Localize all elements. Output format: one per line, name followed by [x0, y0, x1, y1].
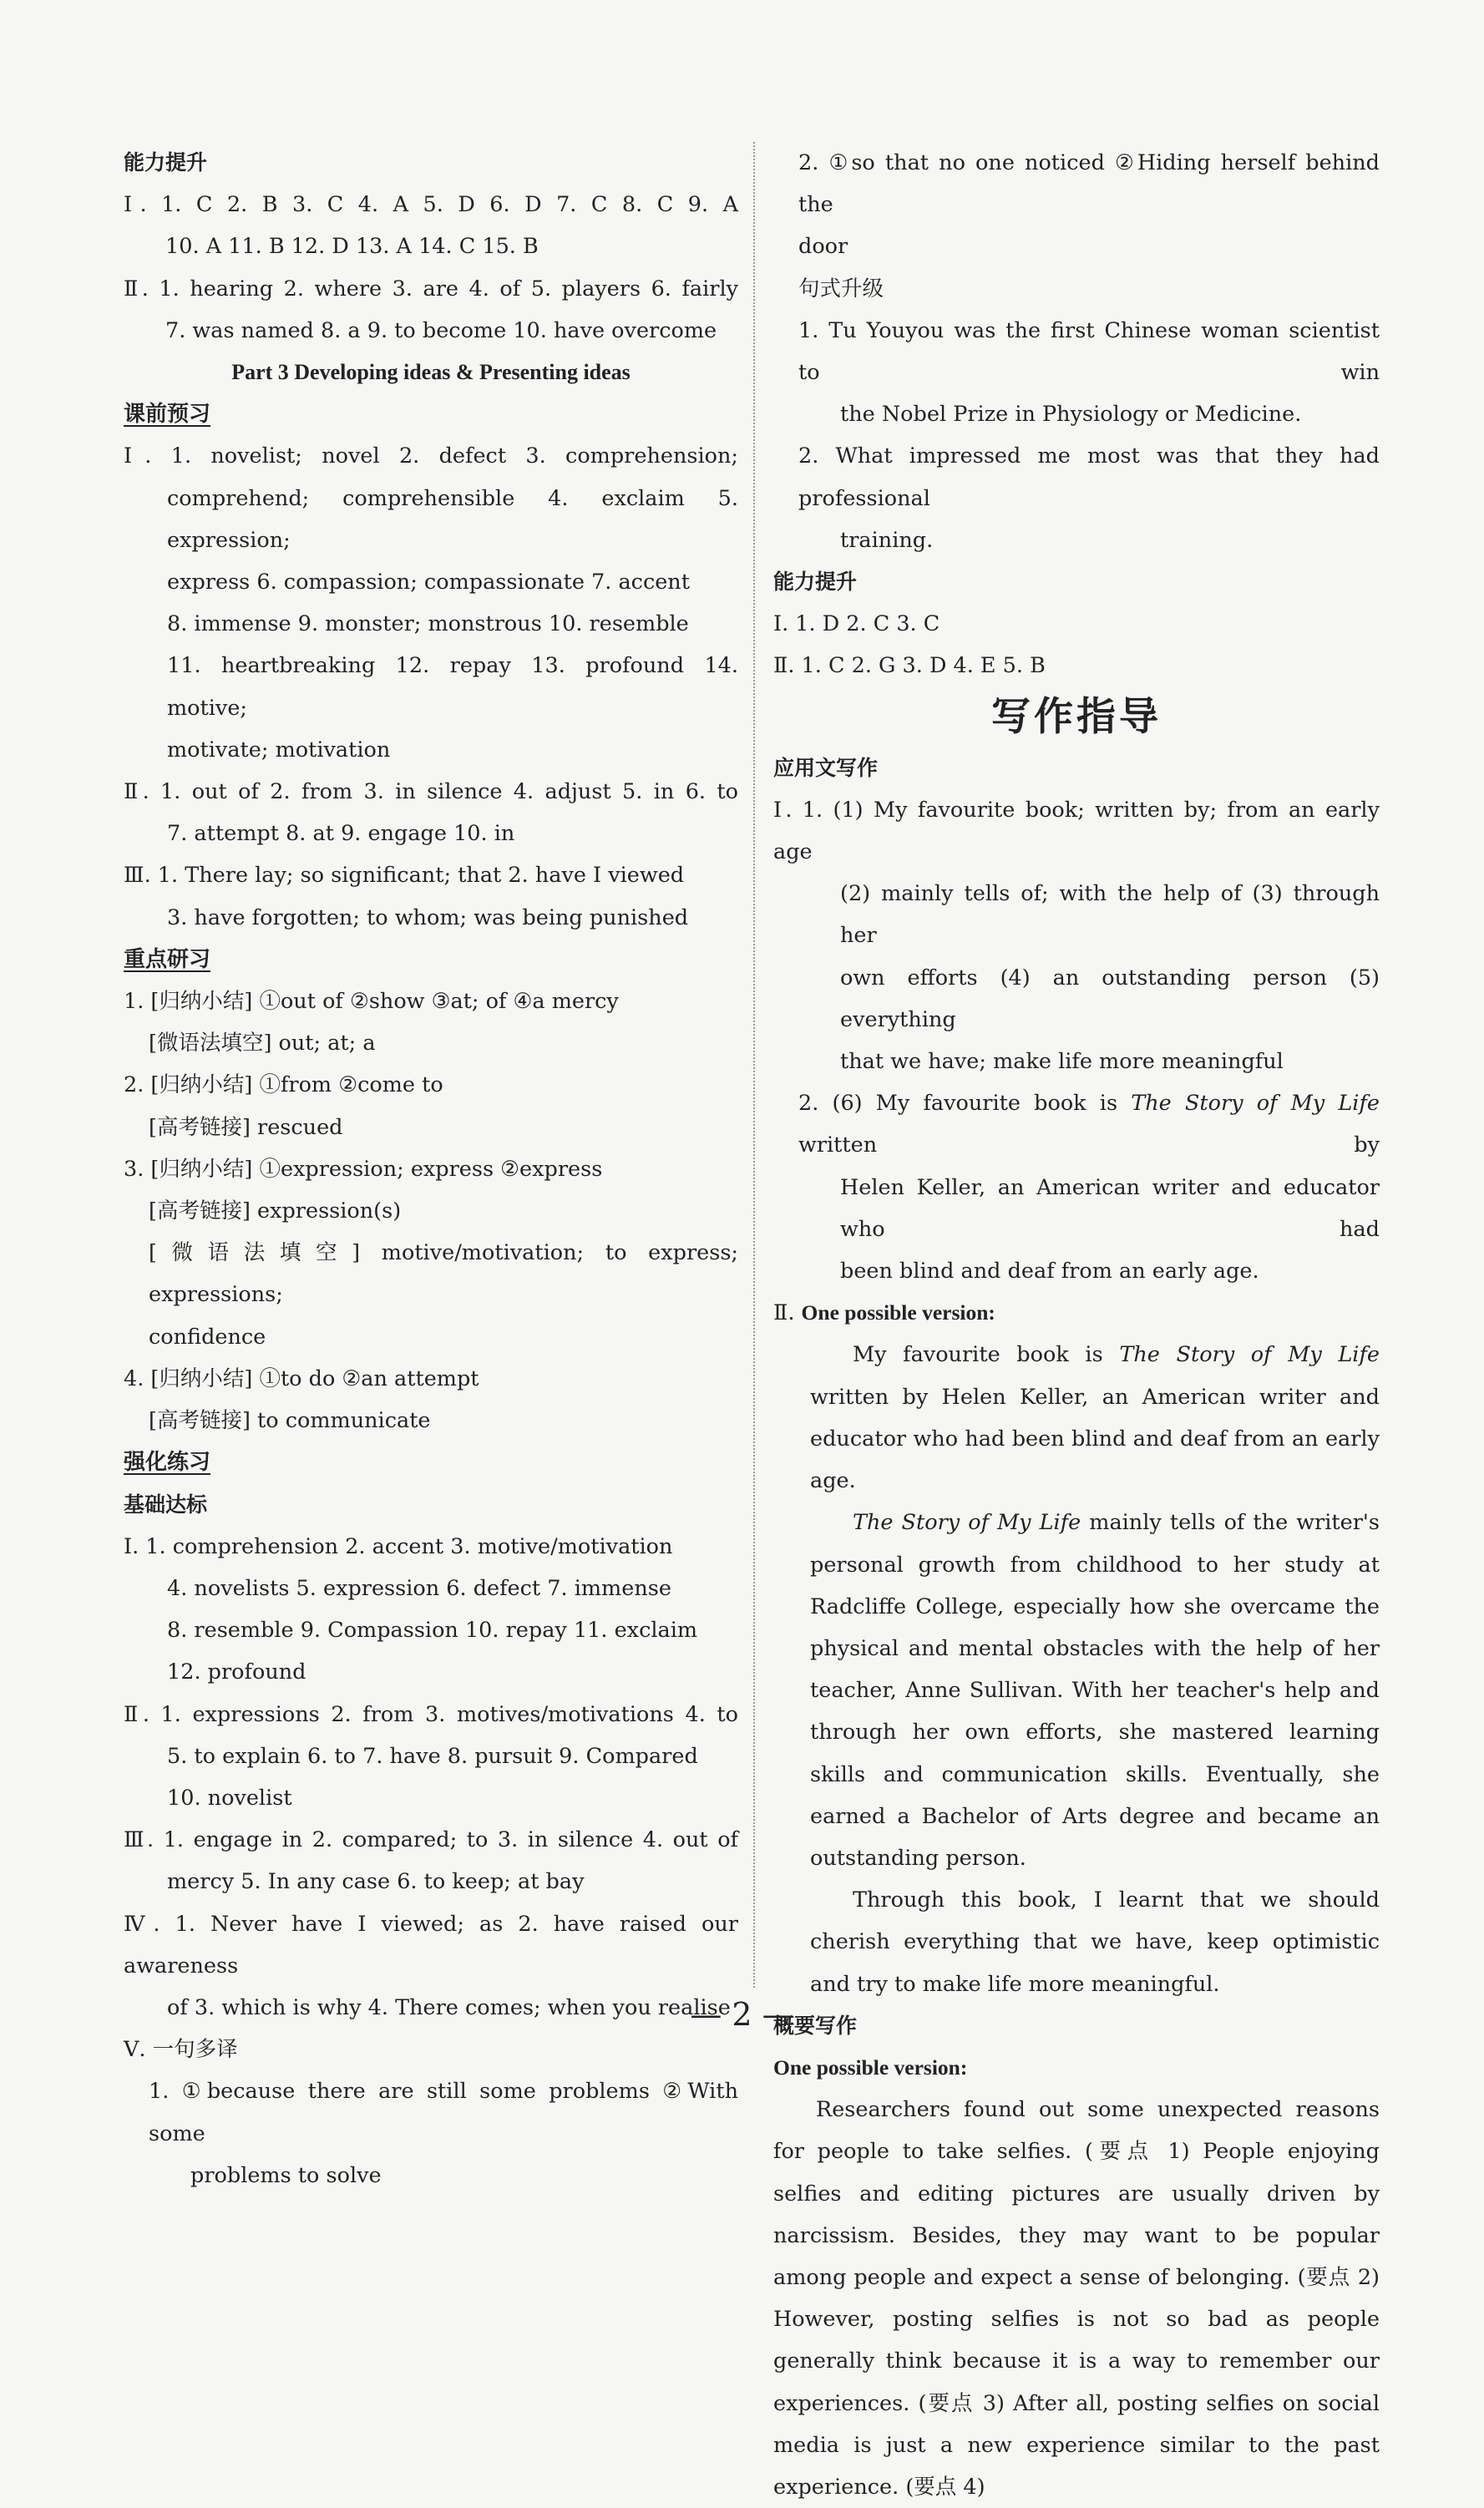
answer-line: 7. was named 8. a 9. to become 10. have overcome — [165, 317, 717, 343]
section-heading: 能力提升 — [773, 570, 858, 595]
answer-line: Ⅱ. 1. out of 2. from 3. in silence 4. adjust 5. in 6. to — [124, 779, 738, 805]
text-run: mainly tells of the writer's personal growth from childhood to her study at Radcliffe College, especially how she overcame the physical and mental obstacles with the help of her teacher, Anne Sullivan. With her teacher's help and through her own efforts, she mastered learning skills and communication skills. Eventually, she earned a Bachelor of Arts degree and became an outstanding person. — [810, 1510, 1380, 1871]
part-title: Part 3 Developing ideas & Presenting ideas — [231, 360, 631, 385]
answer-line: (2) mainly tells of; with the help of (3) through her — [840, 881, 1380, 949]
essay-paragraph — [810, 1502, 1380, 1879]
answer-line: Ⅲ. 1. There lay; so significant; that 2. have I viewed — [124, 863, 685, 889]
answer-line: [微语法填空] motive/motivation; to express; expressions; — [149, 1240, 738, 1308]
answer-line: Ⅴ. 一句多译 — [124, 2037, 238, 2063]
answer-line: [高考链接] to communicate — [149, 1408, 431, 1434]
answer-line: 句式升级 — [798, 276, 884, 301]
page-number: — 2 — — [690, 1996, 794, 2033]
text-run: My favourite book is — [853, 1342, 1120, 1368]
essay-paragraph: Researchers found out some unexpected reasons for people to take selfies. (要点 1) People enjoying selfies and editing pictures are usually driven by narcissism. Besides, they may want to be popular among people and expect a sense of belonging. (要点 2) However, posting selfies is not so bad as people generally think because it is a way to remember our experiences. (要点 3) After all, posting selfies on social media is just a new experience similar to the past experience. (要点 4) — [773, 2097, 1380, 2500]
answer-line: confidence — [149, 1324, 266, 1350]
right-column — [773, 142, 1380, 2508]
section-heading: 概要写作 — [773, 2013, 858, 2038]
answer-line: 10. novelist — [167, 1785, 292, 1811]
left-column — [124, 142, 738, 2196]
answer-line: 11. heartbreaking 12. repay 13. profound 14. motive; — [167, 653, 738, 721]
book-title: The Story of My Life — [1119, 1342, 1380, 1368]
answer-line: 7. attempt 8. at 9. engage 10. in — [167, 821, 515, 847]
column-divider — [753, 142, 755, 1988]
answer-line: 10. A 11. B 12. D 13. A 14. C 15. B — [165, 234, 539, 260]
version-label: One possible version: — [773, 2055, 968, 2080]
answer-line: 2. [归纳小结] ①from ②come to — [124, 1072, 443, 1098]
answer-line: Ⅰ. 1. C 2. B 3. C 4. A 5. D 6. D 7. C 8. C 9. A — [124, 192, 738, 218]
answer-line: problems to solve — [190, 2162, 382, 2188]
section-heading: 能力提升 — [124, 150, 208, 175]
answer-line: 2. What impressed me most was that they had professional — [798, 443, 1380, 511]
essay-paragraph — [810, 1334, 1380, 1502]
summary-essay — [773, 2089, 1380, 2508]
text-run: written by — [798, 1132, 1380, 1158]
section-heading: 重点研习 — [124, 946, 211, 972]
answer-line: [微语法填空] out; at; a — [149, 1031, 376, 1056]
book-title: The Story of My Life — [1131, 1091, 1380, 1117]
answer-line: that we have; make life more meaningful — [840, 1049, 1284, 1075]
answer-line: 3. have forgotten; to whom; was being punished — [167, 904, 689, 930]
answer-line: 8. immense 9. monster; monstrous 10. resemble — [167, 611, 689, 637]
answer-line: 4. [归纳小结] ①to do ②an attempt — [124, 1365, 479, 1391]
answer-line: 4. novelists 5. expression 6. defect 7. immense — [167, 1575, 671, 1601]
answer-line: 12. profound — [167, 1659, 306, 1685]
text-run: written by Helen Keller, an American writer and educator who had been blind and deaf from an early age. — [810, 1384, 1380, 1494]
answer-line: the Nobel Prize in Physiology or Medicine. — [840, 402, 1302, 428]
answer-line: 1. Tu Youyou was the first Chinese woman scientist to win — [798, 317, 1380, 386]
answer-line: express 6. compassion; compassionate 7. accent — [167, 570, 690, 595]
writing-guide-title: 写作指导 — [991, 693, 1162, 740]
answer-line: been blind and deaf from an early age. — [840, 1259, 1259, 1284]
roman-numeral: Ⅱ. — [773, 1300, 802, 1326]
model-essay — [773, 1334, 1380, 2004]
answer-line: own efforts (4) an outstanding person (5) everything — [840, 965, 1380, 1032]
answer-line: Ⅰ. 1. (1) My favourite book; written by; from an early age — [773, 797, 1380, 865]
section-heading: 课前预习 — [124, 402, 211, 428]
book-title: The Story of My Life — [853, 1510, 1081, 1536]
answer-line: door — [798, 234, 848, 260]
section-heading: 强化练习 — [124, 1450, 211, 1476]
answer-line: 1. [归纳小结] ①out of ②show ③at; of ④a mercy — [124, 989, 619, 1015]
answer-line: Ⅰ. 1. novelist; novel 2. defect 3. comprehension; — [124, 443, 738, 469]
section-heading: 应用文写作 — [773, 755, 879, 780]
answer-line: [高考链接] expression(s) — [149, 1198, 402, 1224]
answer-line — [773, 1082, 1380, 1166]
answer-line: training. — [840, 527, 934, 553]
answer-line — [773, 1292, 1380, 1334]
answer-line: 3. [归纳小结] ①expression; express ②express — [124, 1156, 603, 1182]
answer-line: motivate; motivation — [167, 737, 391, 763]
text-run: 2. (6) My favourite book is — [798, 1091, 1132, 1117]
answer-line: 1. ①because there are still some problems ②With some — [149, 2079, 738, 2146]
version-label: One possible version: — [801, 1300, 995, 1325]
answer-line: Ⅱ. 1. C 2. G 3. D 4. E 5. B — [773, 653, 1046, 679]
answer-line: mercy 5. In any case 6. to keep; at bay — [167, 1869, 585, 1895]
answer-line: Ⅳ. 1. Never have I viewed; as 2. have raised our awareness — [124, 1911, 738, 1979]
answer-line: Ⅲ. 1. engage in 2. compared; to 3. in silence 4. out of — [124, 1827, 738, 1853]
answer-line: Ⅱ. 1. expressions 2. from 3. motives/motivations 4. to — [124, 1701, 738, 1727]
answer-line: comprehend; comprehensible 4. exclaim 5. expression; — [167, 485, 738, 553]
answer-line: Helen Keller, an American writer and educator who had — [840, 1174, 1380, 1242]
answer-line: Ⅱ. 1. hearing 2. where 3. are 4. of 5. players 6. fairly — [124, 276, 738, 301]
answer-line: Ⅰ. 1. D 2. C 3. C — [773, 611, 940, 637]
answer-line: 8. resemble 9. Compassion 10. repay 11. exclaim — [167, 1618, 698, 1644]
essay-paragraph: Through this book, I learnt that we should cherish everything that we have, keep optimistic and try to make life more meaningful. — [810, 1887, 1380, 1997]
answer-line: [高考链接] rescued — [149, 1114, 343, 1140]
answer-line: 5. to explain 6. to 7. have 8. pursuit 9. Compared — [167, 1743, 698, 1769]
subsection-heading: 基础达标 — [124, 1492, 208, 1517]
answer-line: of 3. which is why 4. There comes; when you realise — [167, 1994, 731, 2020]
answer-line: 2. ①so that no one noticed ②Hiding herself behind the — [798, 150, 1380, 218]
answer-line: Ⅰ. 1. comprehension 2. accent 3. motive/motivation — [124, 1533, 673, 1559]
